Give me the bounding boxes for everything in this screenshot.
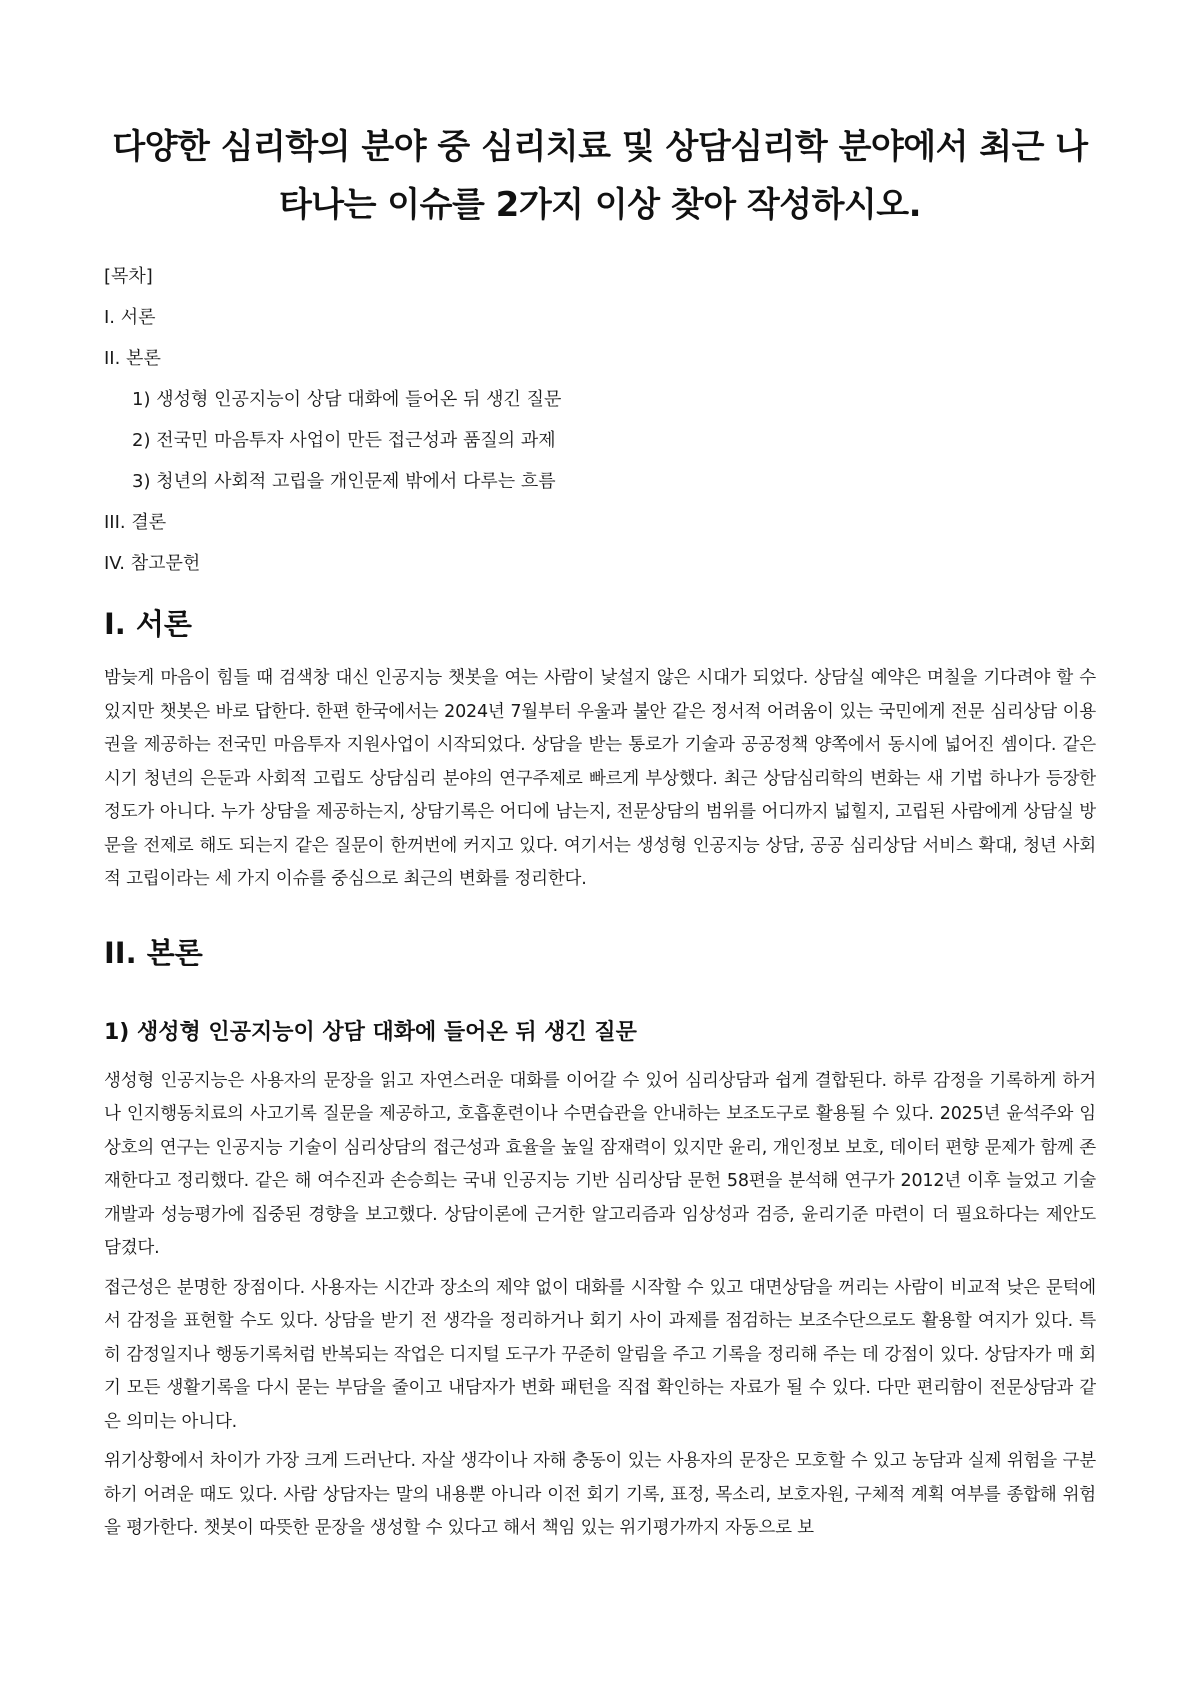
- toc-item-main: II. 본론: [104, 348, 161, 369]
- toc-heading: [목차]: [104, 266, 153, 287]
- toc-item-main-1: 1) 생성형 인공지능이 상담 대화에 들어온 뒤 생긴 질문: [132, 389, 562, 410]
- table-of-contents: [104, 264, 1096, 576]
- toc-item-main-3: 3) 청년의 사회적 고립을 개인문제 밖에서 다루는 흐름: [132, 471, 556, 492]
- subsection-heading-1: 1) 생성형 인공지능이 상담 대화에 들어온 뒤 생긴 질문: [104, 1019, 637, 1045]
- toc-item-main-2: 2) 전국민 마음투자 사업이 만든 접근성과 품질의 과제: [132, 430, 556, 451]
- subsection-1-paragraph-3: 위기상황에서 차이가 가장 크게 드러난다. 자살 생각이나 자해 충동이 있는 사용자의 문장은 모호할 수 있고 농담과 실제 위험을 구분하기 어려운 때도 있다. 사람 상담자는 말의 내용뿐 아니라 이전 회기 기록, 표정, 목소리, 보호자원, 구체적 계획 여부를 종합해 위험을 평가한다. 챗봇이 따뜻한 문장을 생성할 수 있다고 해서 책임 있는 위기평가까지 자동으로 보: [104, 1451, 1096, 1538]
- section-heading-main: II. 본론: [104, 935, 203, 970]
- subsection-1-paragraph-2: 접근성은 분명한 장점이다. 사용자는 시간과 장소의 제약 없이 대화를 시작할 수 있고 대면상담을 꺼리는 사람이 비교적 낮은 문턱에서 감정을 표현할 수도 있다. 상담을 받기 전 생각을 정리하거나 회기 사이 과제를 점검하는 보조수단으로도 활용할 여지가 있다. 특히 감정일지나 행동기록처럼 반복되는 작업은 디지털 도구가 꾸준히 알림을 주고 기록을 정리해 주는 데 강점이 있다. 상담자가 매 회기 모든 생활기록을 다시 묻는 부담을 줄이고 내담자가 변화 패턴을 직접 확인하는 자료가 될 수 있다. 다만 편리함이 전문상담과 같은 의미는 아니다.: [104, 1277, 1096, 1432]
- toc-item-conclusion: III. 결론: [104, 512, 167, 533]
- subsection-1-paragraph-1: 생성형 인공지능은 사용자의 문장을 읽고 자연스러운 대화를 이어갈 수 있어 심리상담과 쉽게 결합된다. 하루 감정을 기록하게 하거나 인지행동치료의 사고기록 질문을 제공하고, 호흡훈련이나 수면습관을 안내하는 보조도구로 활용될 수 있다. 2025년 윤석주와 임상호의 연구는 인공지능 기술이 심리상담의 접근성과 효율을 높일 잠재력이 있지만 윤리, 개인정보 보호, 데이터 편향 문제가 함께 존재한다고 정리했다. 같은 해 여수진과 손승희는 국내 인공지능 기반 심리상담 문헌 58편을 분석해 연구가 2012년 이후 늘었고 기술 개발과 성능평가에 집중된 경향을 보고했다. 상담이론에 근거한 알고리즘과 임상성과 검증, 윤리기준 마련이 더 필요하다는 제안도 담겼다.: [104, 1070, 1096, 1258]
- intro-paragraph: 밤늦게 마음이 힘들 때 검색창 대신 인공지능 챗봇을 여는 사람이 낯설지 않은 시대가 되었다. 상담실 예약은 며칠을 기다려야 할 수 있지만 챗봇은 바로 답한다. 한편 한국에서는 2024년 7월부터 우울과 불안 같은 정서적 어려움이 있는 국민에게 전문 심리상담 이용권을 제공하는 전국민 마음투자 지원사업이 시작되었다. 상담을 받는 통로가 기술과 공공정책 양쪽에서 동시에 넓어진 셈이다. 같은 시기 청년의 은둔과 사회적 고립도 상담심리 분야의 연구주제로 빠르게 부상했다. 최근 상담심리학의 변화는 새 기법 하나가 등장한 정도가 아니다. 누가 상담을 제공하는지, 상담기록은 어디에 남는지, 전문상담의 범위를 어디까지 넓힐지, 고립된 사람에게 상담실 방문을 전제로 해도 되는지 같은 질문이 한꺼번에 커지고 있다. 여기서는 생성형 인공지능 상담, 공공 심리상담 서비스 확대, 청년 사회적 고립이라는 세 가지 이슈를 중심으로 최근의 변화를 정리한다.: [104, 668, 1096, 889]
- toc-item-references: IV. 참고문헌: [104, 553, 201, 574]
- document-title: 다양한 심리학의 분야 중 심리치료 및 상담심리학 분야에서 최근 나타나는 이슈를 2가지 이상 찾아 작성하시오.: [112, 127, 1088, 225]
- section-heading-intro: I. 서론: [104, 607, 192, 641]
- toc-item-intro: I. 서론: [104, 307, 156, 328]
